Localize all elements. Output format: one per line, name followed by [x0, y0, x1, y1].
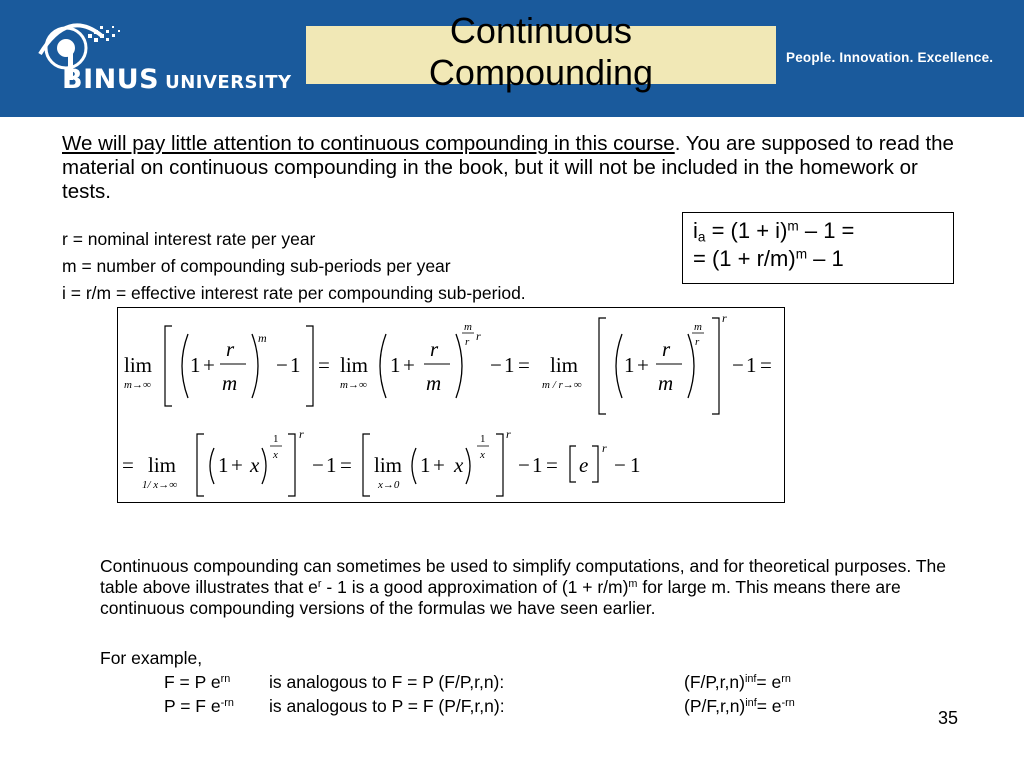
row1-rhs-text: (F/P,r,n) — [684, 672, 745, 692]
plus-4: + — [231, 453, 243, 477]
formula-sub-a: a — [697, 229, 706, 245]
paren-left-3 — [616, 334, 622, 398]
lim-sub-3: m / r→∞ — [542, 379, 582, 391]
intro-rest: . You are supposed to read the material on continuous compounding in the book, but it will not be included in the homework or tests. — [62, 132, 954, 203]
row2-rhs-text: (P/F,r,n) — [684, 696, 746, 716]
eq-2: = — [518, 353, 530, 377]
example-row1-lhs — [164, 670, 230, 694]
plus-5: + — [433, 453, 445, 477]
formula-line1-end: – 1 = — [798, 218, 855, 243]
definition-m: m = number of compounding sub-periods per year — [62, 256, 451, 276]
para-part-1: Continuous compounding can sometimes be used to simplify computations, and for theoretical purposes. The table above illustrates that e — [100, 556, 946, 597]
row1-lhs-text: F = P e — [164, 672, 221, 692]
brand-subtitle: UNIVERSITY — [165, 72, 292, 93]
limit-derivation-svg — [118, 308, 784, 502]
eq-5: = — [340, 453, 352, 477]
r-2: r — [430, 337, 439, 361]
bracket-right-6 — [592, 446, 598, 482]
lim-sub-4: 1/ x→∞ — [142, 479, 178, 491]
example-row-2 — [100, 694, 900, 718]
paren-right-3 — [688, 334, 694, 398]
exp-den-3: r — [695, 336, 700, 348]
exp-r-6: r — [602, 441, 607, 455]
bracket-left-3 — [599, 318, 606, 414]
exp-num-3: m — [694, 321, 702, 333]
bracket-right-3 — [712, 318, 719, 414]
example-row2-mid: is analogous to P = F (P/F,r,n): — [269, 696, 505, 716]
bracket-right-5 — [496, 434, 503, 496]
formula-line-2 — [693, 245, 943, 273]
paren-right-4 — [262, 448, 266, 484]
title-line-2: Compounding — [428, 52, 654, 93]
e-const: e — [579, 453, 589, 477]
row2-rhs-end-sup: -rn — [781, 697, 795, 710]
intro-paragraph — [62, 132, 962, 204]
plus-2: + — [403, 353, 415, 377]
exp-r-5: r — [506, 427, 511, 441]
example-row1-rhs — [684, 670, 791, 694]
formula-line-1 — [693, 217, 943, 245]
plus-3: + — [637, 353, 649, 377]
one-4: 1 — [504, 353, 515, 377]
exp-m-1: m — [258, 331, 267, 345]
effective-rate-formula-box — [682, 212, 954, 284]
tagline: People. Innovation. Excellence. — [786, 50, 994, 65]
exp-x-5: x — [480, 449, 485, 461]
paren-right-2 — [456, 334, 462, 398]
page-number: 35 — [938, 708, 959, 728]
exp-one-4: 1 — [273, 433, 279, 445]
brand-wordmark — [62, 64, 292, 95]
x-1: x — [250, 453, 260, 477]
para-part-3: for large m. This means there are continuous compounding versions of the formulas we have seen earlier. — [100, 577, 901, 618]
lim-5: lim — [374, 453, 403, 477]
row2-rhs-sup: inf — [745, 697, 757, 710]
row1-rhs-end-sup: rn — [781, 673, 791, 686]
formula-line2-end: – 1 — [807, 246, 844, 271]
intro-underlined: We will pay little attention to continuous compounding in this course — [62, 132, 675, 155]
example-row-1 — [100, 670, 900, 694]
exp-r-2: r — [476, 329, 481, 343]
eq-6: = — [546, 453, 558, 477]
definition-r: r = nominal interest rate per year — [62, 229, 316, 249]
title-line-1: Continuous — [449, 10, 633, 51]
page-title — [306, 10, 776, 94]
minus-4: − — [312, 453, 324, 477]
exp-x-4: x — [273, 449, 278, 461]
bracket-right-4 — [288, 434, 295, 496]
one-7: 1 — [218, 453, 229, 477]
lim-sub-5: x→0 — [378, 479, 400, 491]
lim-3: lim — [550, 353, 579, 377]
one-10: 1 — [532, 453, 543, 477]
paren-left-1 — [182, 334, 188, 398]
formula-line2-start: = (1 + r/m) — [693, 246, 796, 271]
row1-rhs-sup: inf — [744, 673, 757, 686]
bracket-left-6 — [570, 446, 576, 482]
bracket-left-5 — [363, 434, 370, 496]
one-9: 1 — [420, 453, 431, 477]
exp-den-2: r — [465, 336, 470, 348]
brand-name: BINUS — [62, 64, 160, 95]
explanation-paragraph — [100, 556, 970, 619]
bracket-left-1 — [165, 326, 172, 406]
minus-5: − — [518, 453, 530, 477]
formula-sup-m: m — [787, 218, 799, 234]
header-banner — [0, 0, 1024, 117]
derivation-row-1 — [124, 311, 772, 414]
m-2: m — [426, 371, 442, 395]
exp-one-5: 1 — [480, 433, 486, 445]
example-row1-mid: is analogous to F = P (F/P,r,n): — [269, 672, 505, 692]
paren-left-4 — [210, 448, 214, 484]
minus-1: − — [276, 353, 288, 377]
x-2: x — [454, 453, 464, 477]
example-row2-rhs — [684, 694, 795, 718]
paren-right-5 — [466, 448, 470, 484]
row2-rhs-end: = e — [756, 696, 782, 716]
row2-lhs-text: P = F e — [164, 696, 221, 716]
exp-r-4: r — [299, 427, 304, 441]
row1-rhs-end: = e — [756, 672, 782, 692]
para-sup-r: r — [317, 578, 322, 591]
definition-i: i = r/m = effective interest rate per compounding sub-period. — [62, 283, 526, 303]
example-label: For example, — [100, 648, 203, 668]
lim-sub-2: m→∞ — [340, 379, 367, 391]
formula-sup-m-2: m — [795, 246, 808, 262]
plus-1: + — [203, 353, 215, 377]
m-1: m — [222, 371, 238, 395]
paren-left-5 — [412, 448, 416, 484]
m-3: m — [658, 371, 674, 395]
para-part-2: - 1 is a good approximation of (1 + r/m) — [321, 577, 629, 597]
minus-6: − — [614, 453, 626, 477]
definitions-list — [62, 226, 526, 307]
eq-4: = — [122, 453, 134, 477]
row1-lhs-sup: rn — [220, 673, 231, 686]
formula-i: i — [693, 218, 698, 243]
one-8: 1 — [326, 453, 337, 477]
example-row2-lhs — [164, 694, 234, 718]
one-3: 1 — [390, 353, 401, 377]
example-section — [100, 646, 900, 718]
formula-line1-rest: = (1 + i) — [705, 218, 788, 243]
derivation-row-2 — [122, 427, 641, 496]
one-5: 1 — [624, 353, 635, 377]
one-6: 1 — [746, 353, 757, 377]
lim-sub-1: m→∞ — [124, 379, 151, 391]
eq-1: = — [318, 353, 330, 377]
para-sup-m: m — [628, 578, 638, 591]
r-1: r — [226, 337, 235, 361]
row2-lhs-sup: -rn — [220, 697, 234, 710]
limit-derivation-box — [117, 307, 785, 503]
lim-2: lim — [340, 353, 369, 377]
one-11: 1 — [630, 453, 641, 477]
lim-4: lim — [148, 453, 177, 477]
minus-3: − — [732, 353, 744, 377]
bracket-right-1 — [306, 326, 313, 406]
lim-1: lim — [124, 353, 153, 377]
exp-r-3: r — [722, 311, 727, 325]
exp-num-2: m — [464, 321, 472, 333]
paren-left-2 — [380, 334, 386, 398]
one-1: 1 — [190, 353, 201, 377]
one-2: 1 — [290, 353, 301, 377]
bracket-left-4 — [197, 434, 204, 496]
r-3: r — [662, 337, 671, 361]
minus-2: − — [490, 353, 502, 377]
eq-3: = — [760, 353, 772, 377]
